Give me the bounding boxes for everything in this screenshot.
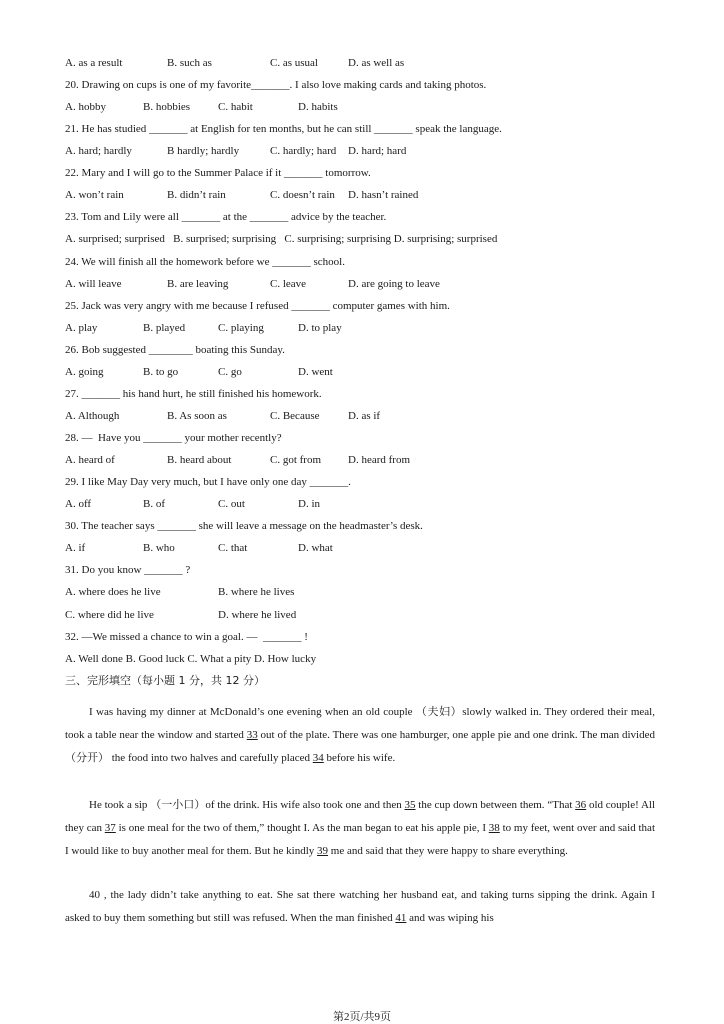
- option-d: D. what: [298, 542, 333, 555]
- question-text: 32. —We missed a chance to win a goal. — _______ !: [65, 630, 308, 643]
- answer-options: [65, 541, 665, 555]
- question-text: 31. Do you know _______ ?: [65, 564, 191, 577]
- option-c: C. playing: [218, 321, 264, 334]
- blank-number: 36: [575, 799, 587, 811]
- option-c: C. leave: [270, 277, 307, 290]
- option-d: D. heard from: [348, 454, 411, 467]
- option-b: B hardly; hardly: [167, 145, 240, 158]
- option-c: C. as usual: [270, 57, 318, 69]
- question-text: A. Well done B. Good luck C. What a pity D. How lucky: [65, 652, 317, 665]
- option-c: C. that: [218, 542, 248, 555]
- option-c: C. got from: [270, 454, 322, 467]
- passage-text: before his wife.: [323, 752, 396, 764]
- option-a: A. heard of: [65, 454, 115, 467]
- question-text: 29. I like May Day very much, but I have only one day _______.: [65, 476, 351, 489]
- answer-options: [65, 144, 665, 158]
- passage-text: out of the plate. There was one hamburger, one apple pie and one drink. The man divided（分开） the food into two halves and carefully placed: [65, 729, 655, 764]
- option-a: A. where does he live: [65, 586, 161, 599]
- question-text: 21. He has studied _______ at English for ten months, but he can still _______ speak the language.: [65, 123, 502, 136]
- option-c: C. go: [218, 365, 242, 378]
- passage-text: 40 , the lady didn’t take anything to eat. She sat there watching her husband eat, and taking turns sipping the drink. Again I asked to buy them something but still was refused. When the man finished: [65, 889, 655, 924]
- option-b: B. are leaving: [167, 277, 229, 290]
- option-a: A. off: [65, 498, 92, 511]
- answer-options: [65, 56, 665, 70]
- option-a: A. will leave: [65, 277, 122, 290]
- question-text: 23. Tom and Lily were all _______ at the _______ advice by the teacher.: [65, 211, 387, 224]
- passage-text: He took a sip （一小口）of the drink. His wife also took one and then: [89, 799, 405, 811]
- blank-number: 41: [395, 912, 407, 924]
- option-b: B. played: [143, 321, 186, 334]
- answer-options: [65, 453, 665, 467]
- option-b: B. of: [143, 498, 165, 511]
- option-c: C. out: [218, 498, 245, 511]
- option-b: B. heard about: [167, 454, 232, 467]
- passage-text: is one meal for the two of them,” thought I. As the man began to eat his apple pie, I: [115, 822, 489, 834]
- page-footer: 第2页/共9页: [332, 1011, 392, 1023]
- question-text: 28. — Have you _______ your mother recently?: [65, 432, 282, 445]
- answer-options: [65, 608, 665, 622]
- blank-number: 39: [317, 845, 329, 857]
- option-b: B. to go: [143, 365, 179, 378]
- question-text: 30. The teacher says _______ she will leave a message on the headmaster’s desk.: [65, 520, 423, 533]
- passage-text: old couple! All they can: [65, 799, 655, 834]
- option-d: D. as if: [348, 409, 381, 422]
- answer-options: [65, 100, 665, 114]
- answer-options: [65, 321, 665, 335]
- option-c: C. doesn’t rain: [270, 189, 335, 202]
- option-c: C. hardly; hard: [270, 145, 337, 158]
- option-d: D. as well as: [348, 57, 405, 69]
- option-b: B. hobbies: [143, 101, 191, 114]
- question-text: 20. Drawing on cups is one of my favorite_______. I also love making cards and taking photos.: [65, 79, 487, 92]
- passage-text: I was having my dinner at McDonald’s one evening when an old couple （夫妇）slowly walked in. They ordered their meal, took a table near the window and started: [65, 706, 655, 741]
- option-c: C. habit: [218, 101, 253, 114]
- answer-options: [65, 497, 665, 511]
- option-d: D. in: [298, 498, 320, 511]
- question-text: 26. Bob suggested ________ boating this Sunday.: [65, 343, 285, 356]
- question-text: 22. Mary and I will go to the Summer Palace if it _______ tomorrow.: [65, 167, 371, 180]
- option-b: B. didn’t rain: [167, 189, 226, 202]
- option-a: A. play: [65, 321, 98, 334]
- answer-options: [65, 365, 665, 379]
- option-d: D. habits: [298, 101, 338, 114]
- passage-paragraph: [65, 884, 655, 930]
- blank-number: 33: [246, 729, 258, 741]
- question-text: 25. Jack was very angry with me because I refused _______ computer games with him.: [65, 299, 450, 312]
- option-b: B. such as: [167, 57, 212, 69]
- question-text: 27. _______ his hand hurt, he still finished his homework.: [65, 387, 322, 400]
- option-a: C. where did he live: [65, 608, 154, 621]
- option-c: C. Because: [270, 409, 320, 422]
- option-d: D. went: [298, 365, 333, 378]
- passage-paragraph: [65, 794, 655, 863]
- option-b: D. where he lived: [218, 608, 297, 621]
- answer-options: [65, 409, 665, 423]
- blank-number: 37: [104, 822, 116, 834]
- option-d: D. are going to leave: [348, 277, 440, 290]
- blank-number: 38: [488, 822, 500, 834]
- option-a: A. if: [65, 542, 86, 555]
- question-text: 24. We will finish all the homework before we _______ school.: [65, 255, 345, 268]
- blank-number: 34: [312, 752, 324, 764]
- passage-text: me and said that they were happy to share everything.: [328, 845, 568, 857]
- option-d: D. hard; hard: [348, 145, 407, 158]
- section-heading: 三、完形填空（每小题 1 分，共 12 分）: [65, 673, 265, 687]
- option-a: A. Although: [65, 409, 120, 422]
- passage-paragraph: [65, 701, 655, 770]
- passage-text: the cup down between them. “That: [415, 799, 576, 811]
- blank-number: 35: [404, 799, 416, 811]
- answer-options: [65, 277, 665, 291]
- answer-options: [65, 188, 665, 202]
- option-a: A. hard; hardly: [65, 145, 132, 158]
- answer-options: [65, 585, 665, 599]
- question-text: A. surprised; surprised B. surprised; surprising C. surprising; surprising D. surprising; surprised: [65, 233, 498, 246]
- option-b: B. As soon as: [167, 409, 227, 422]
- option-a: A. going: [65, 365, 104, 378]
- passage-text: to my feet, went over and said that I would like to buy another meal for them. But he kindly: [65, 822, 655, 857]
- passage-text: and was wiping his: [406, 912, 494, 924]
- option-a: A. won’t rain: [65, 189, 124, 202]
- option-a: A. as a result: [65, 57, 123, 69]
- option-a: A. hobby: [65, 101, 106, 114]
- option-b: B. who: [143, 542, 175, 555]
- option-d: D. hasn’t rained: [348, 189, 419, 202]
- option-d: D. to play: [298, 321, 342, 334]
- option-b: B. where he lives: [218, 586, 295, 599]
